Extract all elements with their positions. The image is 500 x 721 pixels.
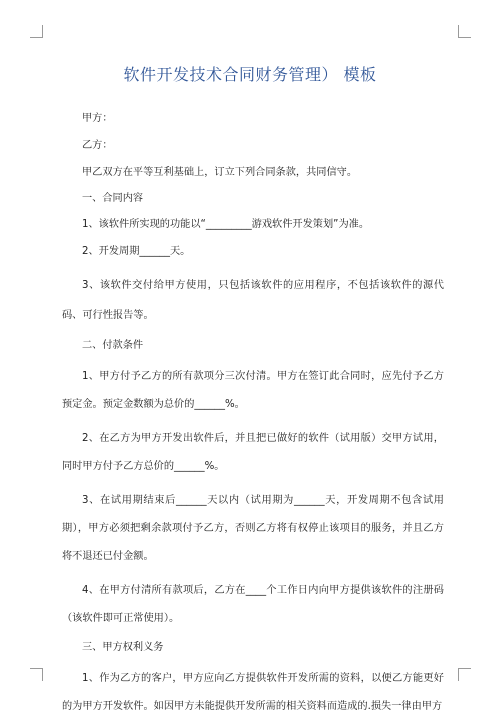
document-body [62, 112, 444, 721]
clause-1-1: 1、该软件所实现的功能以“_________游戏软件开发策划”为准。 [82, 219, 370, 230]
party-b-line: 乙方： [82, 140, 113, 151]
preamble-paragraph: 甲乙双方在平等互利基础上，订立下列合同条款，共同信守。 [82, 167, 358, 178]
clause-1-3: 3、该软件交付给甲方使用，只包括该软件的应用程序，不包括该软件的源代码、可行性报告等。 [62, 280, 444, 321]
clause-2-4: 4、在甲方付清所有款项后，乙方在____个工作日内向甲方提供该软件的注册码（该软件即可正常使用）。 [62, 585, 444, 624]
clause-2-2: 2、在乙方为甲方开发出软件后，并且把已做好的软件（试用版）交甲方试用，同时甲方付予乙方总价的______%。 [62, 433, 444, 472]
section-heading-contract-content: 一、合同内容 [82, 193, 144, 204]
party-a-line: 甲方： [82, 113, 113, 124]
crop-mark-top-right [458, 25, 471, 38]
crop-mark-top-left [30, 25, 43, 38]
clause-1-2: 2、开发周期______天。 [82, 246, 191, 257]
crop-mark-bottom-right [458, 668, 471, 681]
crop-mark-bottom-left [30, 668, 43, 681]
document-title: 软件开发技术合同财务管理） 模板 [123, 65, 377, 84]
section-heading-party-a-rights: 三、甲方权利义务 [82, 642, 164, 653]
section-heading-payment: 二、付款条件 [82, 340, 144, 351]
clause-3-1: 1、作为乙方的客户，甲方应向乙方提供软件开发所需的资料，以便乙方能更好的为甲方开发软件。如因甲方未能提供开发所需的相关资料而造成的.损失一律由甲方 [62, 673, 444, 712]
clause-2-3: 3、在试用期结束后______天以内（试用期为______天，开发周期不包含试用期），甲方必须把剩余款项付予乙方，否则乙方将有权停止该项目的服务，并且乙方将不退还已付金额。 [62, 495, 444, 562]
clause-2-1: 1、甲方付予乙方的所有款项分三次付清。甲方在签订此合同时，应先付予乙方预定金。预定金数额为总价的______%。 [62, 371, 444, 410]
